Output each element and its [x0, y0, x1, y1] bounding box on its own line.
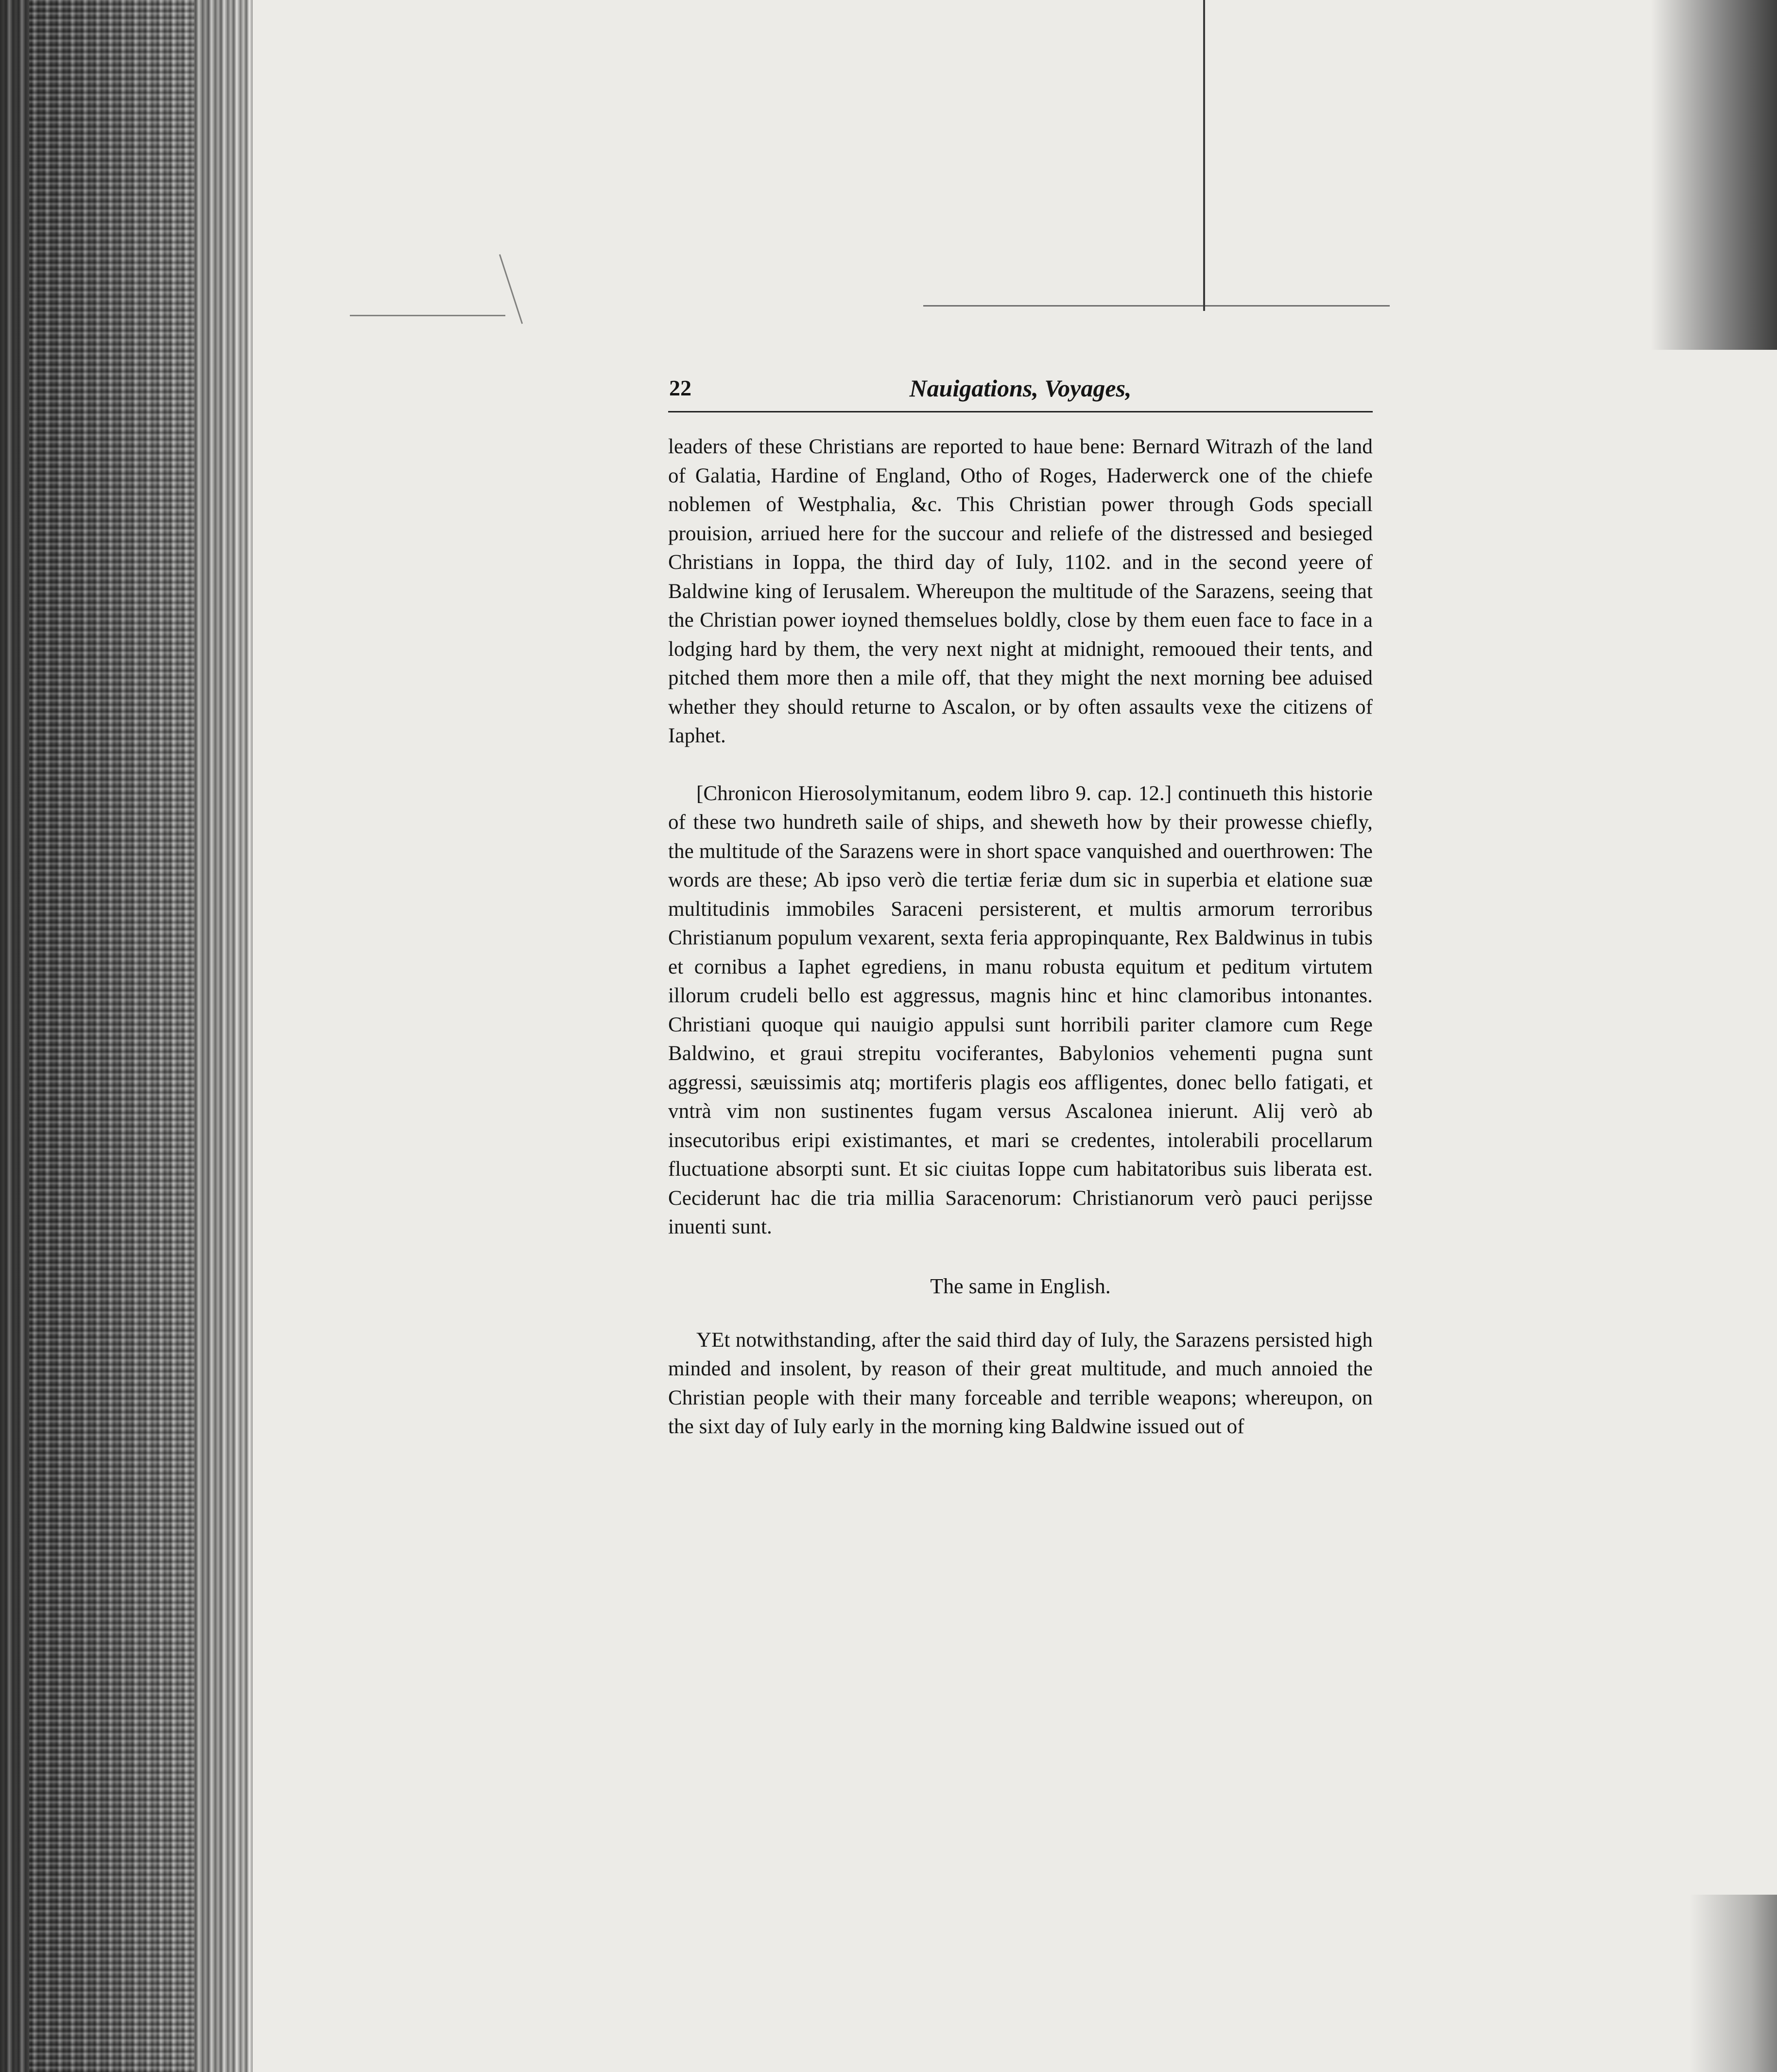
scan-edge-right-lower — [1690, 1895, 1777, 2072]
book-page — [668, 374, 1373, 1890]
scan-mark-horizontal — [923, 305, 1390, 307]
header-rule — [668, 411, 1373, 412]
section-heading: The same in English. — [930, 1274, 1111, 1298]
scan-mark-dash — [350, 315, 505, 316]
scan-mark-vertical — [1203, 0, 1205, 311]
scan-mark-diagonal — [499, 254, 523, 324]
paragraph-3: YEt notwithstanding, after the said third day of Iuly, the Sarazens persisted high minded and insolent, by reason of their great multitude, and much annoied the Christian people with their many forceable and terrible weapons; whereupon, on the sixt day of Iuly early in the morning king Baldwine issued out of — [668, 1328, 1373, 1438]
paragraph-1: leaders of these Christians are reported to haue bene: Bernard Witrazh of the land of Galatia, Hardine of England, Otho of Roges, Haderwerck one of the chiefe noblemen of Westphalia, &c. This Christian power through Gods speciall prouision, arriued here for the succour and reliefe of the distressed and besieged Christians in Ioppa, the third day of Iuly, 1102. and in the second yeere of Baldwine king of Ierusalem. Whereupon the multitude of the Sarazens, seeing that the Christian power ioyned themselues boldly, close by them euen face to face in a lodging hard by them, the very next night at midnight, remooued their tents, and pitched them more then a mile off, that they might the next morning bee aduised whether they should returne to Ascalon, or by often assaults vexe the citizens of Iaphet. — [668, 435, 1373, 747]
running-title: Nauigations, Voyages, — [909, 375, 1132, 402]
body-text — [668, 432, 1373, 1441]
page-number: 22 — [669, 376, 691, 400]
page-header — [668, 374, 1373, 408]
scan-edge-left-texture — [29, 0, 194, 2072]
paragraph-2: [Chronicon Hierosolymitanum, eodem libro 9. cap. 12.] continueth this historie of these two hundreth saile of ships, and sheweth how by their prowesse chiefly, the multitude of the Sarazens were in short space vanquished and ouerthrowen: The words are these; Ab ipso verò die tertiæ feriæ dum sic in superbia et elatione suæ multitudinis immobiles Saraceni persisterent, et multis armorum terroribus Christianum populum vexarent, sexta feria appropinquante, Rex Baldwinus in tubis et cornibus a Iaphet egrediens, in manu robusta equitum et peditum virtutem illorum crudeli bello est aggressus, magnis hinc et hinc clamoribus intonantes. Christiani quoque qui nauigio appulsi sunt horribili pariter clamore cum Rege Baldwino, et graui strepitu vociferantes, Babylonios vehementi pugna sunt aggressi, sæuissimis atq; mortiferis plagis eos affligentes, donec bello fatigati, et vntrà vim non sustinentes fugam versus Ascalonea inierunt. Alij verò ab insecutoribus eripi existimantes, et mari se credentes, intolerabili procellarum fluctuatione absorpti sunt. Et sic ciuitas Ioppe cum habitatoribus suis liberata est. Ceciderunt hac die tria millia Saracenorum: Christianorum verò pauci perijsse inuenti sunt. — [668, 782, 1373, 1238]
scan-edge-right — [1651, 0, 1777, 350]
